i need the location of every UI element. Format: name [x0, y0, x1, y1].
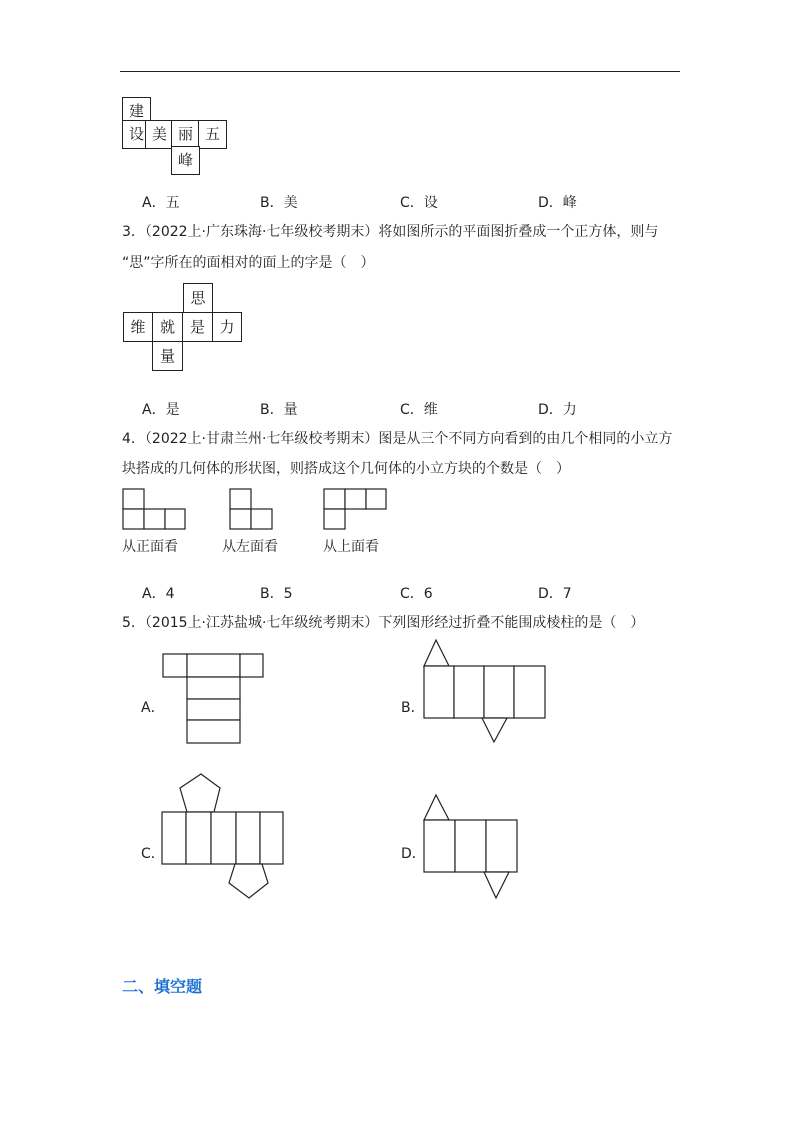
option-c[interactable]: C．维	[400, 402, 438, 418]
option-d[interactable]: D．7	[538, 586, 572, 602]
view-caption-top: 从上面看	[323, 539, 379, 555]
option-a[interactable]: A．4	[142, 586, 175, 602]
net-cell: 思	[183, 283, 213, 313]
figure-b-net	[424, 640, 545, 742]
net-cell: 建	[122, 97, 151, 126]
option-c[interactable]: C．6	[400, 586, 433, 602]
net-cell: 是	[182, 312, 213, 342]
q4-text-line2: 块搭成的几何体的形状图，则搭成这个几何体的小立方块的个数是（ ）	[122, 461, 570, 477]
net-cell: 力	[212, 312, 242, 342]
net-cell: 设	[122, 120, 151, 149]
q3-text-line2: “思”字所在的面相对的面上的字是（ ）	[122, 255, 375, 271]
option-d[interactable]: D．峰	[538, 195, 577, 211]
view-caption-left: 从左面看	[222, 539, 278, 555]
option-a[interactable]: A．是	[142, 402, 180, 418]
net-cell: 量	[152, 341, 183, 371]
figure-label-a[interactable]: A．	[141, 700, 165, 716]
net-cell: 维	[123, 312, 153, 342]
net-cell: 峰	[171, 146, 200, 175]
figure-c-net	[162, 774, 283, 898]
q5-text: 5．（2015上·江苏盐城·七年级统考期末）下列图形经过折叠不能围成棱柱的是（ ）	[122, 615, 645, 631]
option-d[interactable]: D．力	[538, 402, 577, 418]
net-cell: 美	[145, 120, 174, 149]
figure-d-net	[424, 795, 517, 898]
figure-a-net	[163, 654, 263, 743]
option-c[interactable]: C．设	[400, 195, 438, 211]
net-cell: 就	[152, 312, 183, 342]
option-b[interactable]: B．美	[260, 195, 298, 211]
figure-label-c[interactable]: C．	[141, 846, 165, 862]
q3-text-line1: 3．（2022上·广东珠海·七年级校考期末）将如图所示的平面图折叠成一个正方体，则与	[122, 224, 659, 240]
option-b[interactable]: B．5	[260, 586, 293, 602]
view-caption-front: 从正面看	[122, 539, 178, 555]
figure-label-b[interactable]: B．	[401, 700, 425, 716]
net-cell: 五	[198, 120, 227, 149]
option-b[interactable]: B．量	[260, 402, 298, 418]
figure-label-d[interactable]: D．	[401, 846, 426, 862]
q4-text-line1: 4．（2022上·甘肃兰州·七年级校考期末）图是从三个不同方向看到的由几个相同的小立方	[122, 431, 673, 447]
section-title: 二、填空题	[122, 977, 203, 996]
net-cell: 丽	[171, 120, 200, 149]
option-a[interactable]: A．五	[142, 195, 180, 211]
